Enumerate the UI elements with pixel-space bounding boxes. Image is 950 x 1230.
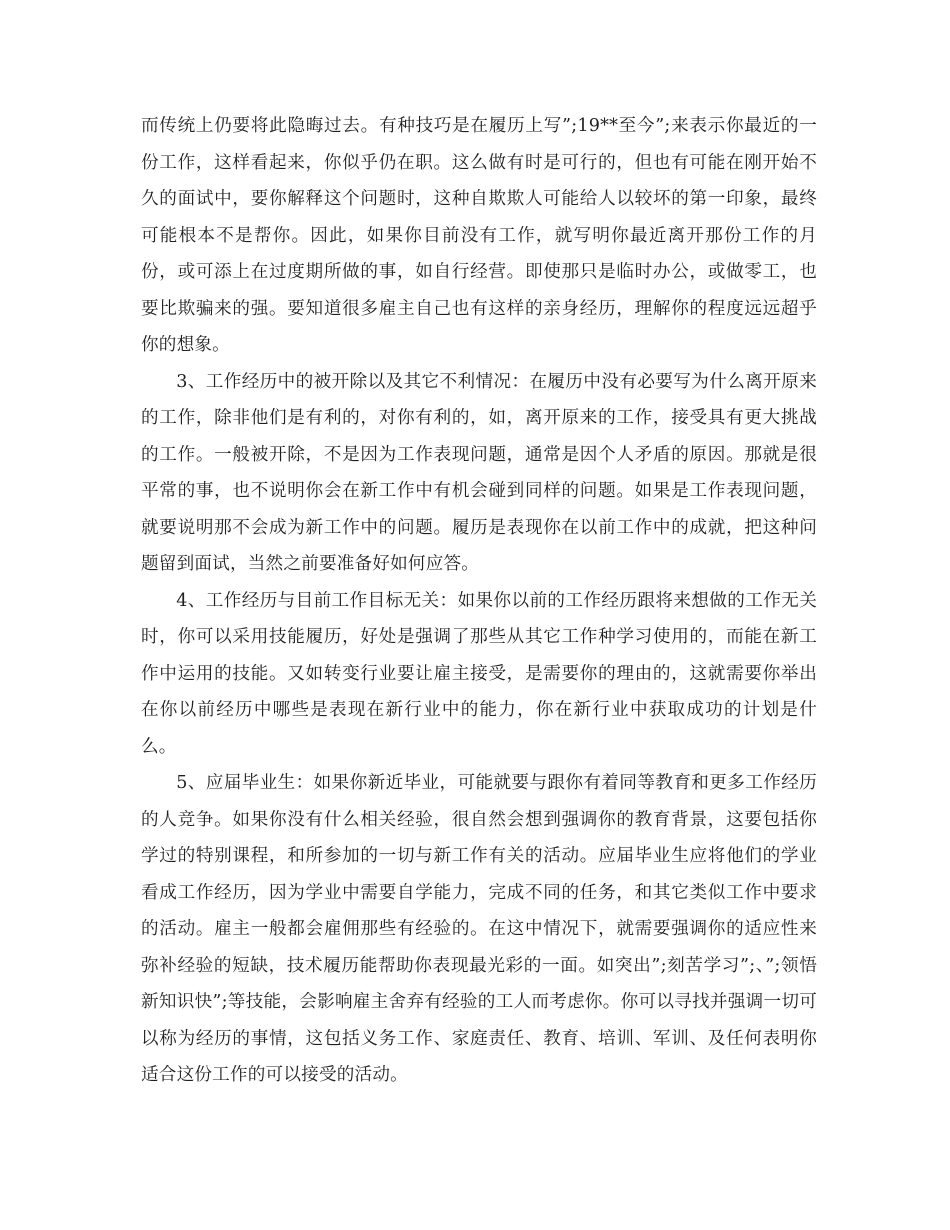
paragraph-item-3-dismissal: 3、工作经历中的被开除以及其它不利情况：在履历中没有必要写为什么离开原来的工作，除非他们是有利的，对你有利的，如，离开原来的工作，接受具有更大挑战的工作。一般被开除，不是因为工作表现问题，通常是因个人矛盾的原因。那就是很平常的事，也不说明你会在新工作中有机会碰到同样的问题。如果是工作表现问题，就要说明那不会成为新工作中的问题。履历是表现你在以前工作中的成就，把这种问题留到面试，当然之前要准备好如何应答。 [141,371,817,574]
paragraph-item-4-unrelated-experience: 4、工作经历与目前工作目标无关：如果你以前的工作经历跟将来想做的工作无关时，你可以采用技能履历，好处是强调了那些从其它工作种学习使用的，而能在新工作中运用的技能。又如转变行业要让雇主接受，是需要你的理由的，这就需要你举出在你以前经历中哪些是表现在新行业中的能力，你在新行业中获取成功的计划是什么。 [141,590,817,757]
document-body [141,108,817,1094]
paragraph-item-5-graduates: 5、应届毕业生：如果你新近毕业，可能就要与跟你有着同等教育和更多工作经历的人竞争。如果你没有什么相关经验，很自然会想到强调你的教育背景，这要包括你学过的特别课程，和所参加的一切与新工作有关的活动。应届毕业生应将他们的学业看成工作经历，因为学业中需要自学能力，完成不同的任务，和其它类似工作中要求的活动。雇主一般都会雇佣那些有经验的。在这中情况下，就需要强调你的适应性来弥补经验的短缺，技术履历能帮助你表现最光彩的一面。如突出”;刻苦学习”;、”;领悟新知识快”;等技能，会影响雇主舍弃有经验的工人而考虑你。你可以寻找并强调一切可以称为经历的事情，这包括义务工作、家庭责任、教育、培训、军训、及任何表明你适合这份工作的可以接受的活动。 [141,773,817,1085]
paragraph-continuation: 而传统上仍要将此隐晦过去。有种技巧是在履历上写”;19**至今”;来表示你最近的一份工作，这样看起来，你似乎仍在职。这么做有时是可行的，但也有可能在刚开始不久的面试中，要你解释这个问题时，这种自欺欺人可能给人以较坏的第一印象，最终可能根本不是帮你。因此，如果你目前没有工作，就写明你最近离开那份工作的月份，或可添上在过度期所做的事，如自行经营。即使那只是临时办公，或做零工，也要比欺骗来的强。要知道很多雇主自己也有这样的亲身经历，理解你的程度远远超乎你的想象。 [141,116,817,355]
